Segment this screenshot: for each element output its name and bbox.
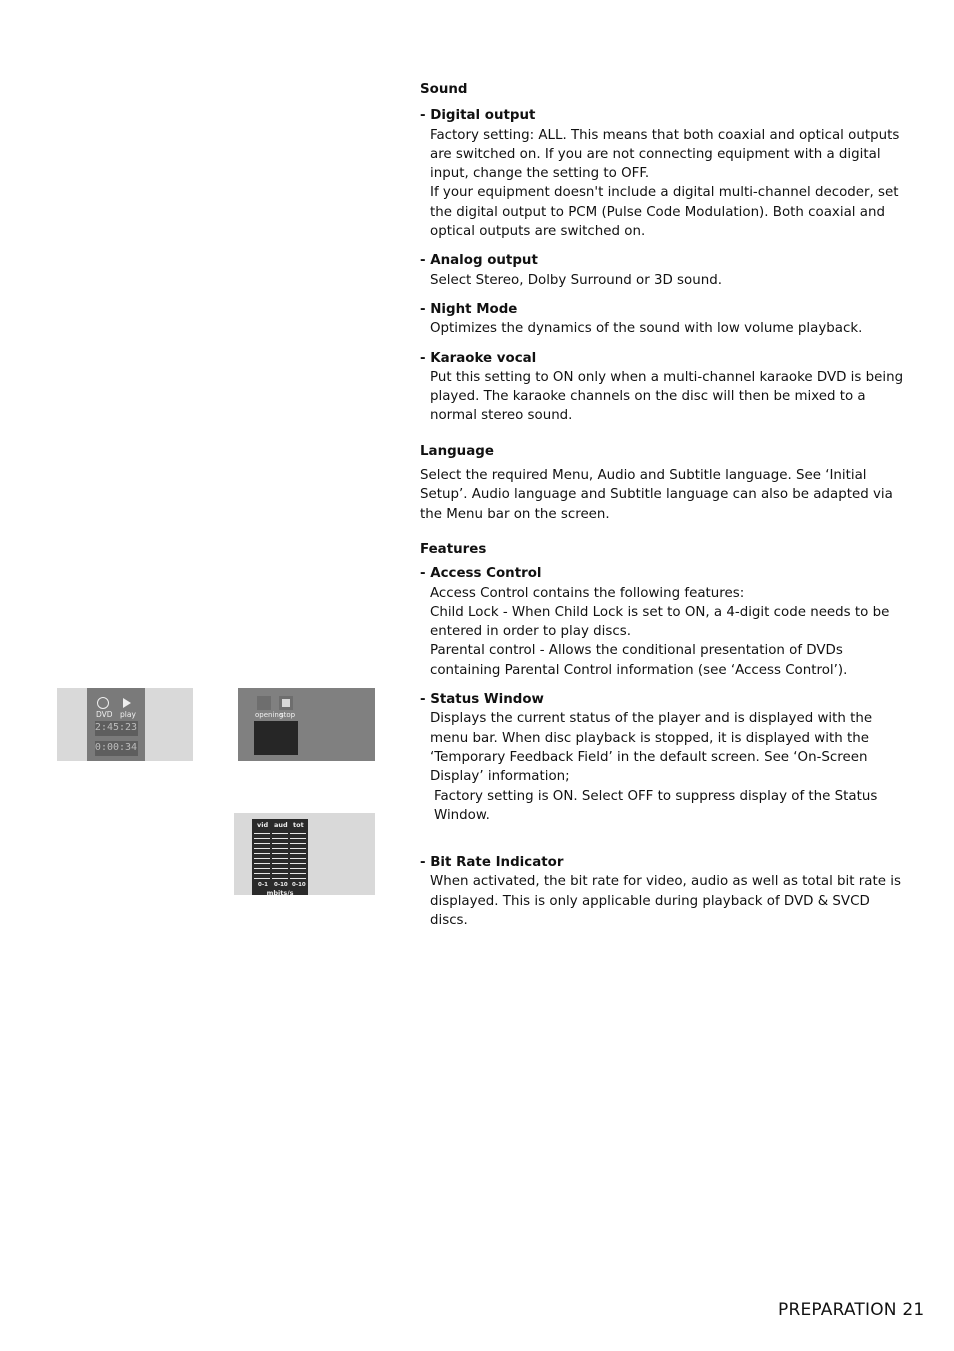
status-window-text-1: Displays the current status of the player and is displayed with the menu bar. When disc playback is stopped, it is displayed with the ‘Temporary Feedback Field’ in the default screen. See ‘On-Screen Display’ information;	[430, 711, 873, 785]
language-heading: Language	[420, 443, 494, 459]
bit-rate-item	[420, 853, 905, 930]
night-mode-text: Optimizes the dynamics of the sound with low volume playback.	[430, 321, 863, 337]
access-control-text-2: Child Lock - When Child Lock is set to ON, a 4-digit code needs to be entered in order to play discs.	[430, 604, 890, 640]
vid-header: vid	[257, 821, 269, 829]
bit-rate-meter	[252, 819, 308, 895]
features-heading: Features	[420, 541, 487, 557]
aud-range: 0-10	[274, 882, 288, 888]
night-mode-title: - Night Mode	[420, 301, 518, 317]
vid-range: 0-1	[258, 882, 268, 888]
night-mode-item	[420, 300, 905, 339]
bit-rate-unit: mbits/s	[266, 889, 294, 897]
opening-label: opening	[255, 711, 284, 719]
aud-header: aud	[274, 821, 288, 829]
stop-label: stop	[280, 711, 296, 719]
status-window-item	[420, 690, 905, 825]
bit-rate-text: When activated, the bit rate for video, audio as well as total bit rate is displayed. This is only applicable during playback of DVD & SVCD discs.	[430, 874, 901, 928]
access-control-text-3: Parental control - Allows the conditional presentation of DVDs containing Parental Control information (see ‘Access Control’).	[430, 643, 848, 678]
tot-bar	[290, 833, 306, 883]
status-panel	[87, 688, 145, 761]
play-icon	[123, 698, 131, 708]
karaoke-vocal-title: - Karaoke vocal	[420, 350, 537, 366]
status-window-play-illustration	[57, 688, 193, 761]
aud-bar	[272, 833, 288, 883]
time-elapsed: 0:00:34	[94, 742, 138, 753]
stop-icon	[279, 696, 293, 710]
time-total: 2:45:23	[94, 722, 138, 733]
bit-rate-illustration	[234, 813, 375, 895]
karaoke-vocal-text: Put this setting to ON only when a multi-channel karaoke DVD is being played. The karaoke channels on the disc will then be mixed to a normal stereo sound.	[430, 369, 904, 424]
page-footer: PREPARATION 21	[778, 1300, 925, 1320]
sound-section	[420, 80, 905, 426]
feedback-field	[254, 721, 298, 755]
features-section	[420, 540, 905, 930]
status-window-stop-illustration	[238, 688, 375, 761]
language-text: Select the required Menu, Audio and Subtitle language. See ‘Initial Setup’. Audio language and Subtitle language can also be adapted via the Menu bar on the screen.	[420, 468, 893, 522]
access-control-title: - Access Control	[420, 566, 542, 582]
digital-output-item	[420, 106, 905, 241]
status-window-text-2: Factory setting is ON. Select OFF to suppress display of the Status Window.	[434, 788, 878, 823]
digital-output-text-1: Factory setting: ALL. This means that both coaxial and optical outputs are switched on. If you are not connecting equipment with a digital input, change the setting to OFF.	[430, 127, 900, 182]
digital-output-title: - Digital output	[420, 108, 536, 124]
access-control-item	[420, 564, 905, 680]
tot-header: tot	[293, 821, 304, 829]
text-column	[420, 80, 905, 944]
vid-bar	[254, 833, 270, 883]
opening-icon	[257, 696, 271, 710]
status-window-title: - Status Window	[420, 692, 544, 708]
analog-output-title: - Analog output	[420, 253, 538, 269]
access-control-text-1: Access Control contains the following features:	[430, 585, 745, 601]
play-label: play	[120, 710, 136, 719]
disc-label: DVD	[96, 710, 113, 719]
karaoke-vocal-item	[420, 349, 905, 426]
sound-heading: Sound	[420, 82, 468, 97]
analog-output-item	[420, 251, 905, 290]
bit-rate-title: - Bit Rate Indicator	[420, 855, 564, 871]
language-section	[420, 442, 905, 524]
disc-icon	[97, 697, 109, 709]
tot-range: 0-10	[292, 882, 306, 888]
analog-output-text: Select Stereo, Dolby Surround or 3D sound.	[430, 272, 722, 288]
digital-output-text-2: If your equipment doesn't include a digital multi-channel decoder, set the digital output to PCM (Pulse Code Modulation). Both coaxial and optical outputs are switched on.	[430, 185, 899, 240]
